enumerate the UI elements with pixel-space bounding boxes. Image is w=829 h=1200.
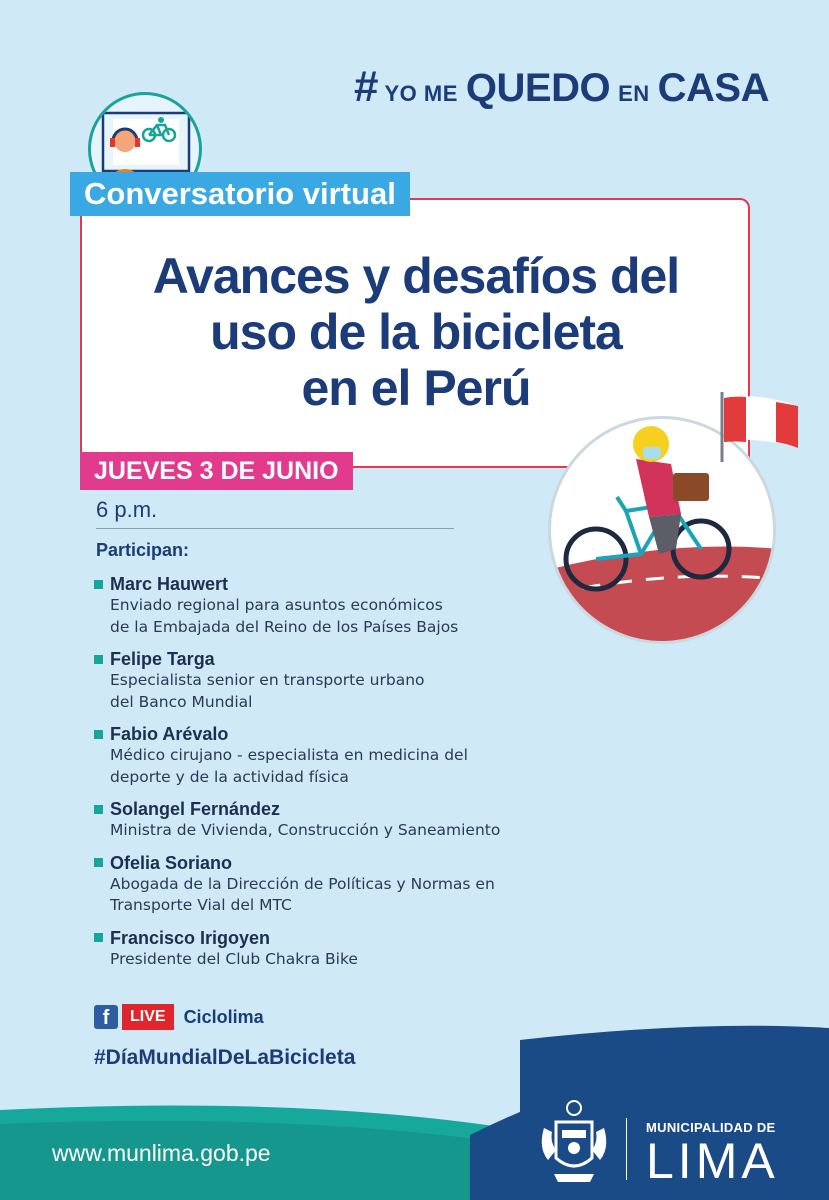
website-link[interactable]: www.munlima.gob.pe [52,1140,271,1166]
bullet-icon [94,655,103,664]
bullet-icon [94,858,103,867]
participant-role: Especialista senior en transporte urbano [110,671,425,689]
event-hashtag: #DíaMundialDeLaBicicleta [94,1046,356,1069]
event-title [82,248,750,416]
participant-role: del Banco Mundial [110,692,253,711]
social-handle[interactable]: Ciclolima [183,1006,264,1027]
campaign-hash: # [354,62,379,111]
participant-role: Ministra de Vivienda, Construcción y Saneamiento [110,821,501,839]
bullet-icon [94,580,103,589]
bullet-icon [94,730,103,739]
org-name-small: MUNICIPALIDAD DE [646,1120,776,1135]
participants-list [94,573,614,980]
divider [96,528,454,529]
participant-role: deporte y de la actividad física [110,767,349,786]
campaign-hashtag [354,62,777,112]
event-type-label: Conversatorio virtual [70,172,410,216]
participant-role: Transporte Vial del MTC [110,896,292,914]
participant-role: de la Embajada del Reino de los Países Bajos [110,617,459,636]
list-item [94,927,614,971]
participant-role: Médico cirujano - especialista en medicina del [110,746,468,764]
participant-name: Fabio Arévalo [110,724,229,744]
list-item [94,798,614,842]
campaign-quedo: QUEDO [465,66,611,110]
org-name-big: LIMA [646,1133,779,1189]
live-badge: LIVE [122,1004,174,1030]
list-item [94,723,614,788]
municipal-crest [534,1098,614,1188]
participant-name: Francisco Irigoyen [110,927,271,948]
peru-flag [718,392,802,462]
list-item [94,573,614,638]
campaign-yo-me: YO ME [384,81,458,106]
list-item [94,852,614,917]
footer-divider [626,1118,627,1180]
participants-heading: Participan: [96,540,190,560]
list-item [94,648,614,713]
participant-role: Presidente del Club Chakra Bike [110,949,358,968]
participant-name: Marc Hauwert [110,574,229,594]
bullet-icon [94,933,103,942]
campaign-casa: CASA [657,66,769,110]
campaign-en: EN [618,81,650,106]
participant-name: Ofelia Soriano [110,852,233,873]
event-title-line: uso de la bicicleta [210,304,622,360]
social-row [94,1004,264,1030]
participant-name: Felipe Targa [110,649,215,669]
participant-role: Enviado regional para asuntos económicos [110,596,443,614]
participant-name: Solangel Fernández [110,799,281,819]
participant-role: Abogada de la Dirección de Políticas y Normas en [110,874,495,893]
bullet-icon [94,805,103,814]
event-title-line: en el Perú [301,360,531,416]
event-time: 6 p.m. [96,497,158,522]
event-date: JUEVES 3 DE JUNIO [80,452,353,490]
facebook-icon[interactable]: f [94,1005,118,1029]
event-title-line: Avances y desafíos del [152,248,680,304]
